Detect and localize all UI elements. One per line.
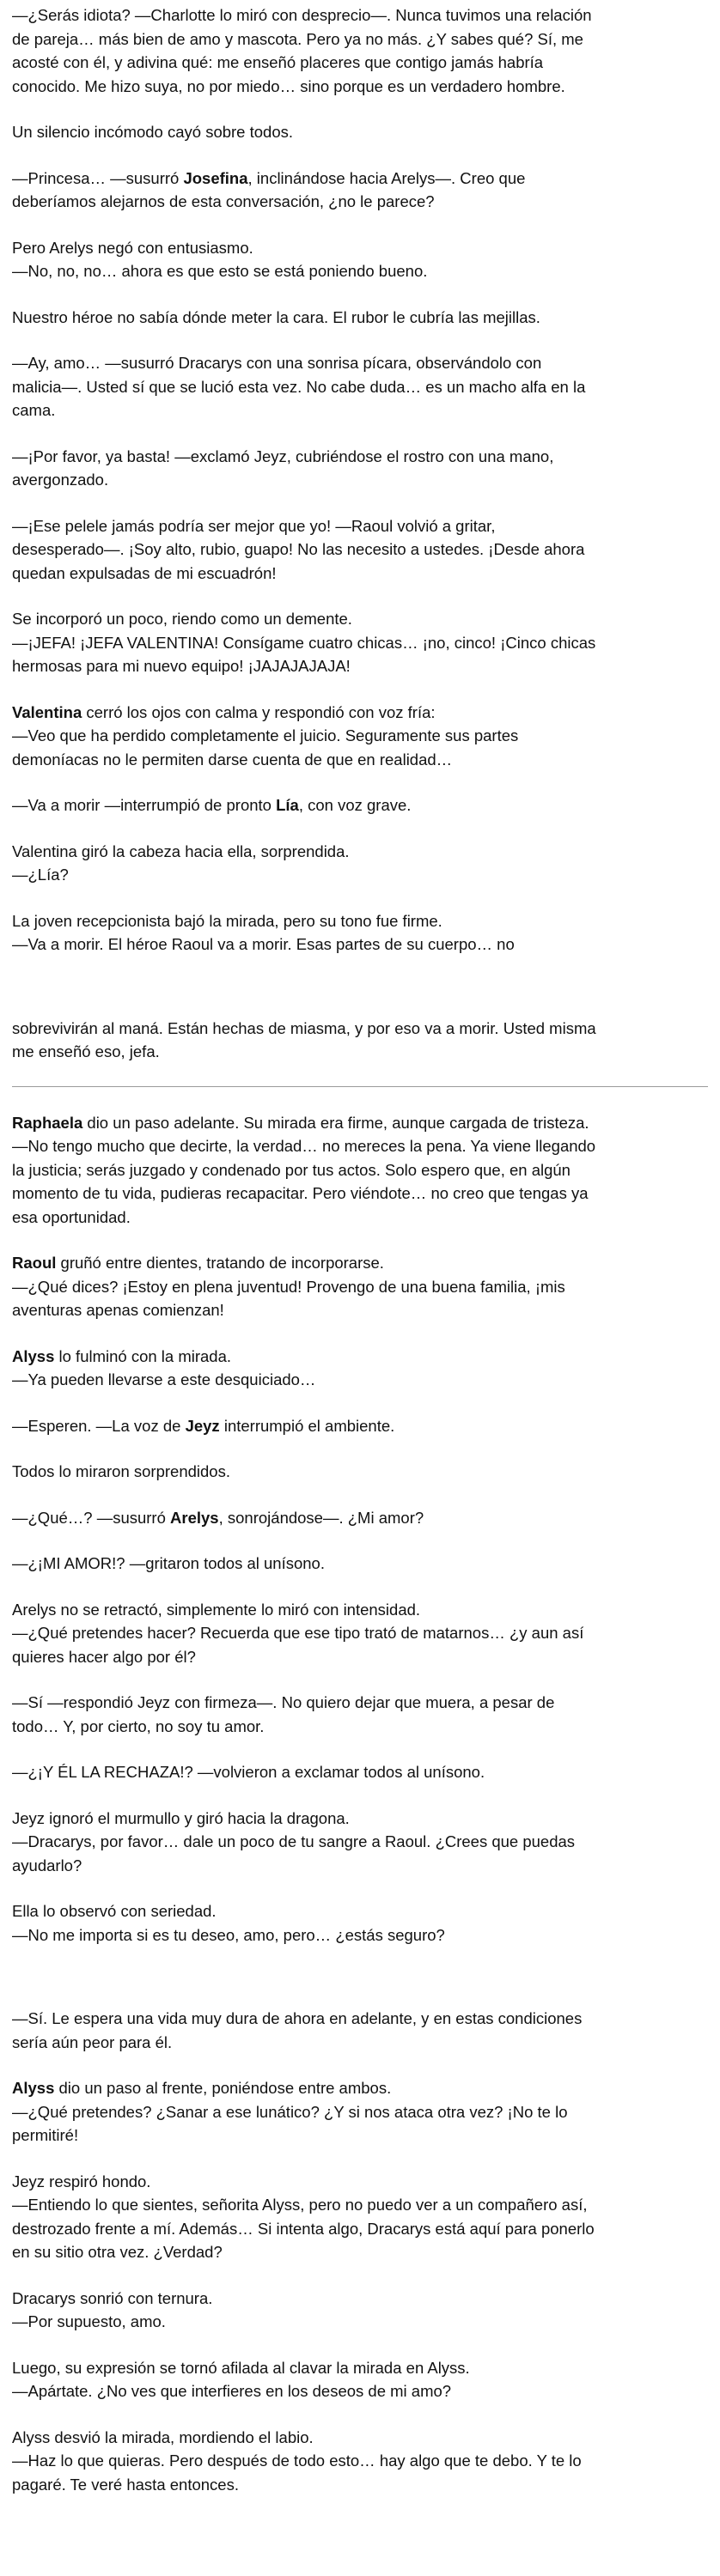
text-line: —Sí. Le espera una vida muy dura de ahora en adelante, y en estas condiciones <box>12 2009 583 2027</box>
paragraph <box>12 1414 708 1438</box>
text-line: —Entiendo lo que sientes, señorita Alyss, pero no puedo ver a un compañero así, <box>12 2196 588 2214</box>
paragraph <box>12 607 708 678</box>
paragraph <box>12 445 708 492</box>
text-line: demoníacas no le permiten darse cuenta de que en realidad… <box>12 750 453 769</box>
character-name: Josefina <box>183 168 248 187</box>
paragraph <box>12 1899 708 1947</box>
paragraph <box>12 3 708 98</box>
character-name: Raphaela <box>12 1113 83 1132</box>
text-line: Alyss lo fulminó con la mirada. <box>12 1346 232 1365</box>
text-line: —¿Qué pretendes? ¿Sanar a ese lunático? ¿Y si nos ataca otra vez? ¡No te lo <box>12 2102 568 2121</box>
paragraph <box>12 306 708 330</box>
text-line: hermosas para mi nuevo equipo! ¡JAJAJAJAJA! <box>12 657 351 675</box>
paragraph <box>12 1111 708 1230</box>
text-line: Raphaela dio un paso adelante. Su mirada era firme, aunque cargada de tristeza. <box>12 1113 589 1132</box>
text-line: —¿Lía? <box>12 866 69 884</box>
paragraph <box>12 2076 708 2148</box>
paragraph <box>12 2007 708 2054</box>
paragraph <box>12 2287 708 2334</box>
text-line: Arelys no se retractó, simplemente lo miró con intensidad. <box>12 1600 421 1619</box>
character-name: Lía <box>276 796 299 814</box>
section-divider <box>12 1086 708 1087</box>
text-line: Jeyz respiró hondo. <box>12 2172 151 2190</box>
text-line: La joven recepcionista bajó la mirada, pero su tono fue firme. <box>12 911 442 930</box>
text-line: pagaré. Te veré hasta entonces. <box>12 2475 239 2494</box>
text-line: —No me importa si es tu deseo, amo, pero… ¿estás seguro? <box>12 1925 445 1944</box>
paragraph <box>12 1552 708 1576</box>
text-line: Alyss desvió la mirada, mordiendo el labio. <box>12 2427 314 2446</box>
text-line: Luego, su expresión se tornó afilada al clavar la mirada en Alyss. <box>12 2358 470 2377</box>
text-line: esa oportunidad. <box>12 1207 131 1226</box>
character-name: Valentina <box>12 702 82 721</box>
paragraph <box>12 2426 708 2497</box>
text-line: sería aún peor para él. <box>12 2032 173 2051</box>
text-line: avergonzado. <box>12 471 109 489</box>
text-line: Valentina giró la cabeza hacia ella, sorprendida. <box>12 841 350 860</box>
text-line: —No tengo mucho que decirte, la verdad… no mereces la pena. Ya viene llegando <box>12 1137 596 1155</box>
text-line: permitiré! <box>12 2126 79 2144</box>
paragraph <box>12 840 708 887</box>
text-line: Valentina cerró los ojos con calma y respondió con voz fría: <box>12 702 436 721</box>
text-line: Todos lo miraron sorprendidos. <box>12 1462 230 1480</box>
paragraph <box>12 909 708 957</box>
character-name: Raoul <box>12 1254 57 1272</box>
text-line: malicia—. Usted sí que se lució esta vez. No cabe duda… es un macho alfa en la <box>12 377 586 396</box>
text-line: —Esperen. —La voz de Jeyz interrumpió el ambiente. <box>12 1416 395 1435</box>
text-line: me enseñó eso, jefa. <box>12 1042 160 1060</box>
text-line: cama. <box>12 401 56 419</box>
paragraph <box>12 2170 708 2264</box>
text-line: —Ay, amo… —susurró Dracarys con una sonrisa pícara, observándolo con <box>12 354 542 372</box>
text-line: momento de tu vida, pudieras recapacitar. Pero viéndote… no creo que tengas ya <box>12 1184 589 1202</box>
paragraph <box>12 1598 708 1669</box>
text-line: —Por supuesto, amo. <box>12 2312 166 2330</box>
text-line: —Sí —respondió Jeyz con firmeza—. No quiero dejar que muera, a pesar de <box>12 1693 555 1711</box>
text-line: —¿Qué dices? ¡Estoy en plena juventud! Provengo de una buena familia, ¡mis <box>12 1277 565 1296</box>
character-name: Arelys <box>170 1508 219 1527</box>
paragraph <box>12 1760 708 1784</box>
text-line: Jeyz ignoró el murmullo y giró hacia la dragona. <box>12 1808 350 1827</box>
text-line: destrozado frente a mí. Además… Si intenta algo, Dracarys está aquí para ponerlo <box>12 2219 595 2238</box>
text-line: —¿¡Y ÉL LA RECHAZA!? —volvieron a exclamar todos al unísono. <box>12 1763 485 1781</box>
paragraph <box>12 1017 708 1064</box>
paragraph <box>12 120 708 144</box>
paragraph <box>12 1807 708 1878</box>
text-line: —¿¡MI AMOR!? —gritaron todos al unísono. <box>12 1554 325 1572</box>
text-line: de pareja… más bien de amo y mascota. Pero ya no más. ¿Y sabes qué? Sí, me <box>12 29 583 48</box>
paragraph <box>12 1460 708 1484</box>
paragraph <box>12 167 708 214</box>
page-break-gap <box>12 1947 708 2007</box>
text-line: Dracarys sonrió con ternura. <box>12 2288 213 2307</box>
text-line: quieres hacer algo por él? <box>12 1647 196 1666</box>
text-line: acosté con él, y adivina qué: me enseñó placeres que contigo jamás habría <box>12 53 544 71</box>
text-line: aventuras apenas comienzan! <box>12 1301 224 1319</box>
text-line: —Va a morir —interrumpió de pronto Lía, con voz grave. <box>12 796 412 814</box>
text-line: —¿Qué…? —susurró Arelys, sonrojándose—. ¿Mi amor? <box>12 1508 424 1527</box>
character-name: Alyss <box>12 1346 55 1365</box>
paragraph <box>12 701 708 772</box>
text-line: Un silencio incómodo cayó sobre todos. <box>12 123 294 141</box>
text-line: —Dracarys, por favor… dale un poco de tu sangre a Raoul. ¿Crees que puedas <box>12 1832 576 1850</box>
page-break-gap <box>12 957 708 1017</box>
text-line: quedan expulsadas de mi escuadrón! <box>12 563 277 582</box>
text-line: —Apártate. ¿No ves que interfieres en los deseos de mi amo? <box>12 2382 452 2400</box>
text-line: —¡Ese pelele jamás podría ser mejor que yo! —Raoul volvió a gritar, <box>12 516 496 535</box>
paragraph <box>12 1506 708 1530</box>
text-line: en su sitio otra vez. ¿Verdad? <box>12 2243 223 2261</box>
text-line: —¡Por favor, ya basta! —exclamó Jeyz, cubriéndose el rostro con una mano, <box>12 447 554 465</box>
text-line: —No, no, no… ahora es que esto se está poniendo bueno. <box>12 262 428 280</box>
text-line: ayudarlo? <box>12 1856 82 1874</box>
text-line: conocido. Me hizo suya, no por miedo… sino porque es un verdadero hombre. <box>12 76 565 95</box>
text-line: Alyss dio un paso al frente, poniéndose entre ambos. <box>12 2079 392 2097</box>
text-line: —Princesa… —susurró Josefina, inclinándose hacia Arelys—. Creo que <box>12 168 526 187</box>
character-name: Alyss <box>12 2079 55 2097</box>
text-line: desesperado—. ¡Soy alto, rubio, guapo! No las necesito a ustedes. ¡Desde ahora <box>12 540 585 558</box>
text-line: todo… Y, por cierto, no soy tu amor. <box>12 1716 265 1735</box>
text-line: —Veo que ha perdido completamente el juicio. Seguramente sus partes <box>12 726 519 744</box>
text-line: la justicia; serás juzgado y condenado por tus actos. Solo espero que, en algún <box>12 1160 571 1179</box>
paragraph <box>12 351 708 422</box>
text-line: —¡JEFA! ¡JEFA VALENTINA! Consígame cuatro chicas… ¡no, cinco! ¡Cinco chicas <box>12 633 596 652</box>
paragraph <box>12 514 708 586</box>
text-line: Se incorporó un poco, riendo como un demente. <box>12 610 352 628</box>
text-line: —Va a morir. El héroe Raoul va a morir. Esas partes de su cuerpo… no <box>12 935 515 953</box>
paragraph <box>12 236 708 283</box>
text-line: —¿Serás idiota? —Charlotte lo miró con desprecio—. Nunca tuvimos una relación <box>12 6 592 24</box>
paragraph <box>12 1251 708 1322</box>
paragraph <box>12 793 708 817</box>
text-line: —¿Qué pretendes hacer? Recuerda que ese tipo trató de matarnos… ¿y aun así <box>12 1624 584 1642</box>
paragraph <box>12 2356 708 2403</box>
text-line: Ella lo observó con seriedad. <box>12 1902 217 1920</box>
text-line: —Ya pueden llevarse a este desquiciado… <box>12 1370 316 1388</box>
character-name: Jeyz <box>185 1416 220 1435</box>
text-line: Pero Arelys negó con entusiasmo. <box>12 238 253 257</box>
text-line: —Haz lo que quieras. Pero después de todo esto… hay algo que te debo. Y te lo <box>12 2451 582 2470</box>
paragraph <box>12 1345 708 1392</box>
text-line: sobrevivirán al maná. Están hechas de miasma, y por eso va a morir. Usted misma <box>12 1018 596 1037</box>
text-line: Raoul gruñó entre dientes, tratando de incorporarse. <box>12 1254 384 1272</box>
text-line: Nuestro héroe no sabía dónde meter la cara. El rubor le cubría las mejillas. <box>12 307 540 326</box>
text-line: deberíamos alejarnos de esta conversación, ¿no le parece? <box>12 192 435 210</box>
paragraph <box>12 1691 708 1738</box>
